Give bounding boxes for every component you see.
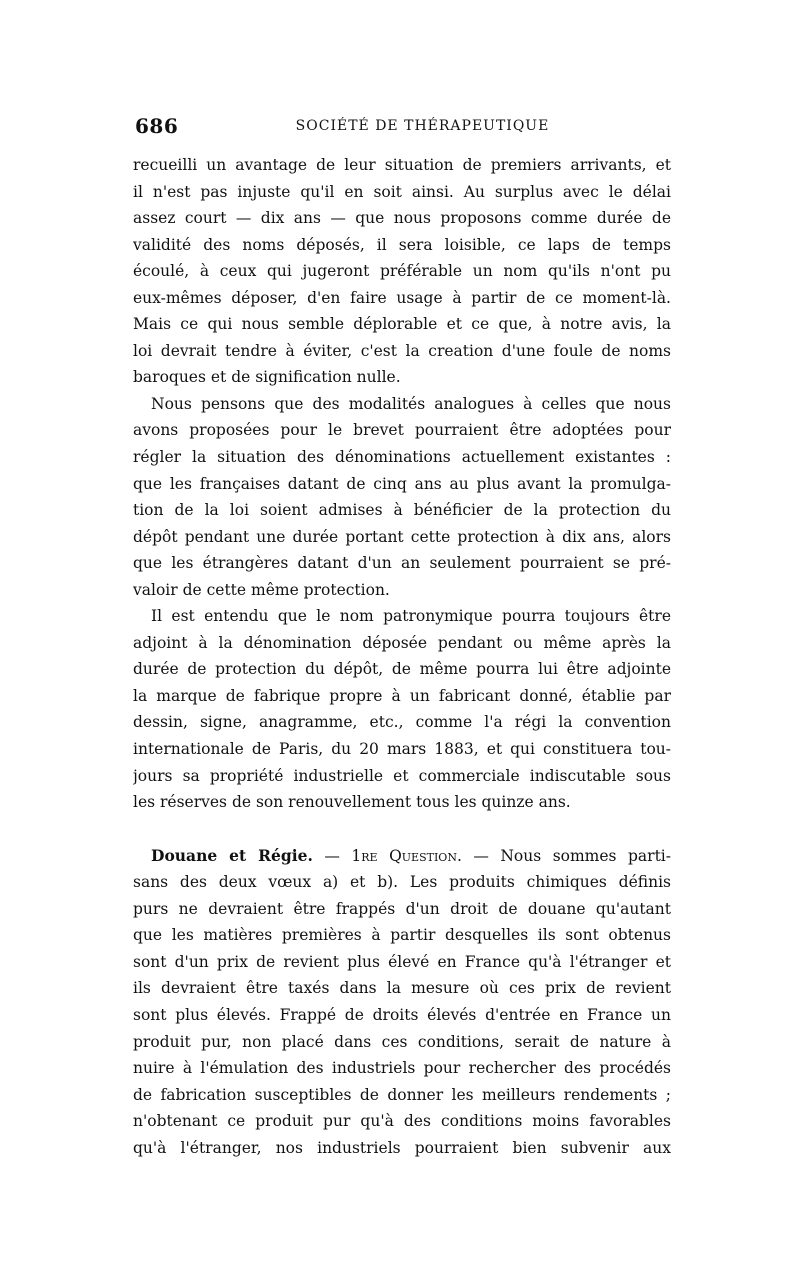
text-line: produit pur, non placé dans ces conditions, serait de nature à [133, 1032, 671, 1051]
line-rest: — Nous sommes parti- [461, 846, 671, 865]
text-line: durée de protection du dépôt, de même pourra lui être adjointe [133, 660, 671, 679]
text-line: tion de la loi soient admises à bénéficier de la protection du [133, 501, 671, 520]
text-line: sont d'un prix de revient plus élevé en France qu'à l'étranger et [133, 952, 671, 971]
text-line: il n'est pas injuste qu'il en soit ainsi. Au surplus avec le délai [133, 182, 671, 201]
text-line: de fabrication susceptibles de donner les meilleurs rendements ; [133, 1085, 671, 1104]
text-line: eux-mêmes déposer, d'en faire usage à partir de ce moment-là. [133, 288, 671, 307]
text-line: Il est entendu que le nom patronymique pourra toujours être [151, 607, 671, 626]
text-line: dépôt pendant une durée portant cette protection à dix ans, alors [133, 527, 671, 546]
text-line: valoir de cette même protection. [133, 580, 390, 599]
text-line [133, 843, 671, 870]
text-line: ils devraient être taxés dans la mesure où ces prix de revient [133, 979, 671, 998]
text-line: baroques et de signification nulle. [133, 368, 401, 387]
page-header [135, 114, 670, 140]
question-label: 1re Question. [351, 846, 462, 865]
paragraph-existing-denominations [133, 391, 671, 603]
page-number: 686 [135, 114, 179, 138]
text-line: sans des deux vœux a) et b). Les produits chimiques définis [133, 873, 671, 892]
text-line: les réserves de son renouvellement tous les quinze ans. [133, 793, 571, 812]
text-line: sont plus élevés. Frappé de droits élevés d'entrée en France un [133, 1005, 671, 1024]
text-line: nuire à l'émulation des industriels pour rechercher des procédés [133, 1059, 671, 1078]
text-line: écoulé, à ceux qui jugeront préférable un nom qu'ils n'ont pu [133, 262, 671, 281]
paragraph-names-validity [133, 152, 671, 391]
text-line: Nous pensons que des modalités analogues à celles que nous [151, 394, 671, 413]
heading-dash: — [312, 846, 352, 865]
text-line: n'obtenant ce produit pur qu'à des conditions moins favorables [133, 1112, 671, 1131]
text-line: jours sa propriété industrielle et commerciale indiscutable sous [133, 766, 671, 785]
text-line: que les matières premières à partir desquelles ils sont obtenus [133, 926, 671, 945]
text-line: dessin, signe, anagramme, etc., comme l'a régi la convention [133, 713, 671, 732]
text-line: que les étrangères datant d'un an seulement pourraient se pré- [133, 554, 671, 573]
text-line: adjoint à la dénomination déposée pendant ou même après la [133, 633, 671, 652]
text-line: que les françaises datant de cinq ans au plus avant la promulga- [133, 474, 671, 493]
page-body [133, 152, 671, 1161]
text-line: la marque de fabrique propre à un fabricant donné, établie par [133, 686, 671, 705]
text-line: internationale de Paris, du 20 mars 1883, et qui constituera tou- [133, 740, 671, 759]
text-line: assez court — dix ans — que nous proposons comme durée de [133, 209, 671, 228]
paragraph-patronymic-name [133, 603, 671, 815]
section-heading: Douane et Régie. [151, 845, 313, 865]
paragraph-customs-excise [133, 843, 671, 1162]
text-line: régler la situation des dénominations actuellement existantes : [133, 448, 671, 467]
text-line: purs ne devraient être frappés d'un droit de douane qu'autant [133, 899, 671, 918]
text-line: avons proposées pour le brevet pourraient être adoptées pour [133, 421, 671, 440]
text-line: qu'à l'étranger, nos industriels pourraient bien subvenir aux [133, 1138, 671, 1157]
running-title: SOCIÉTÉ DE THÉRAPEUTIQUE [295, 118, 550, 134]
text-line: loi devrait tendre à éviter, c'est la creation d'une foule de noms [133, 341, 671, 360]
text-line: validité des noms déposés, il sera loisible, ce laps de temps [133, 235, 671, 254]
text-line: Mais ce qui nous semble déplorable et ce que, à notre avis, la [133, 315, 671, 334]
text-line: recueilli un avantage de leur situation de premiers arrivants, et [133, 156, 671, 174]
section-gap [133, 816, 671, 843]
